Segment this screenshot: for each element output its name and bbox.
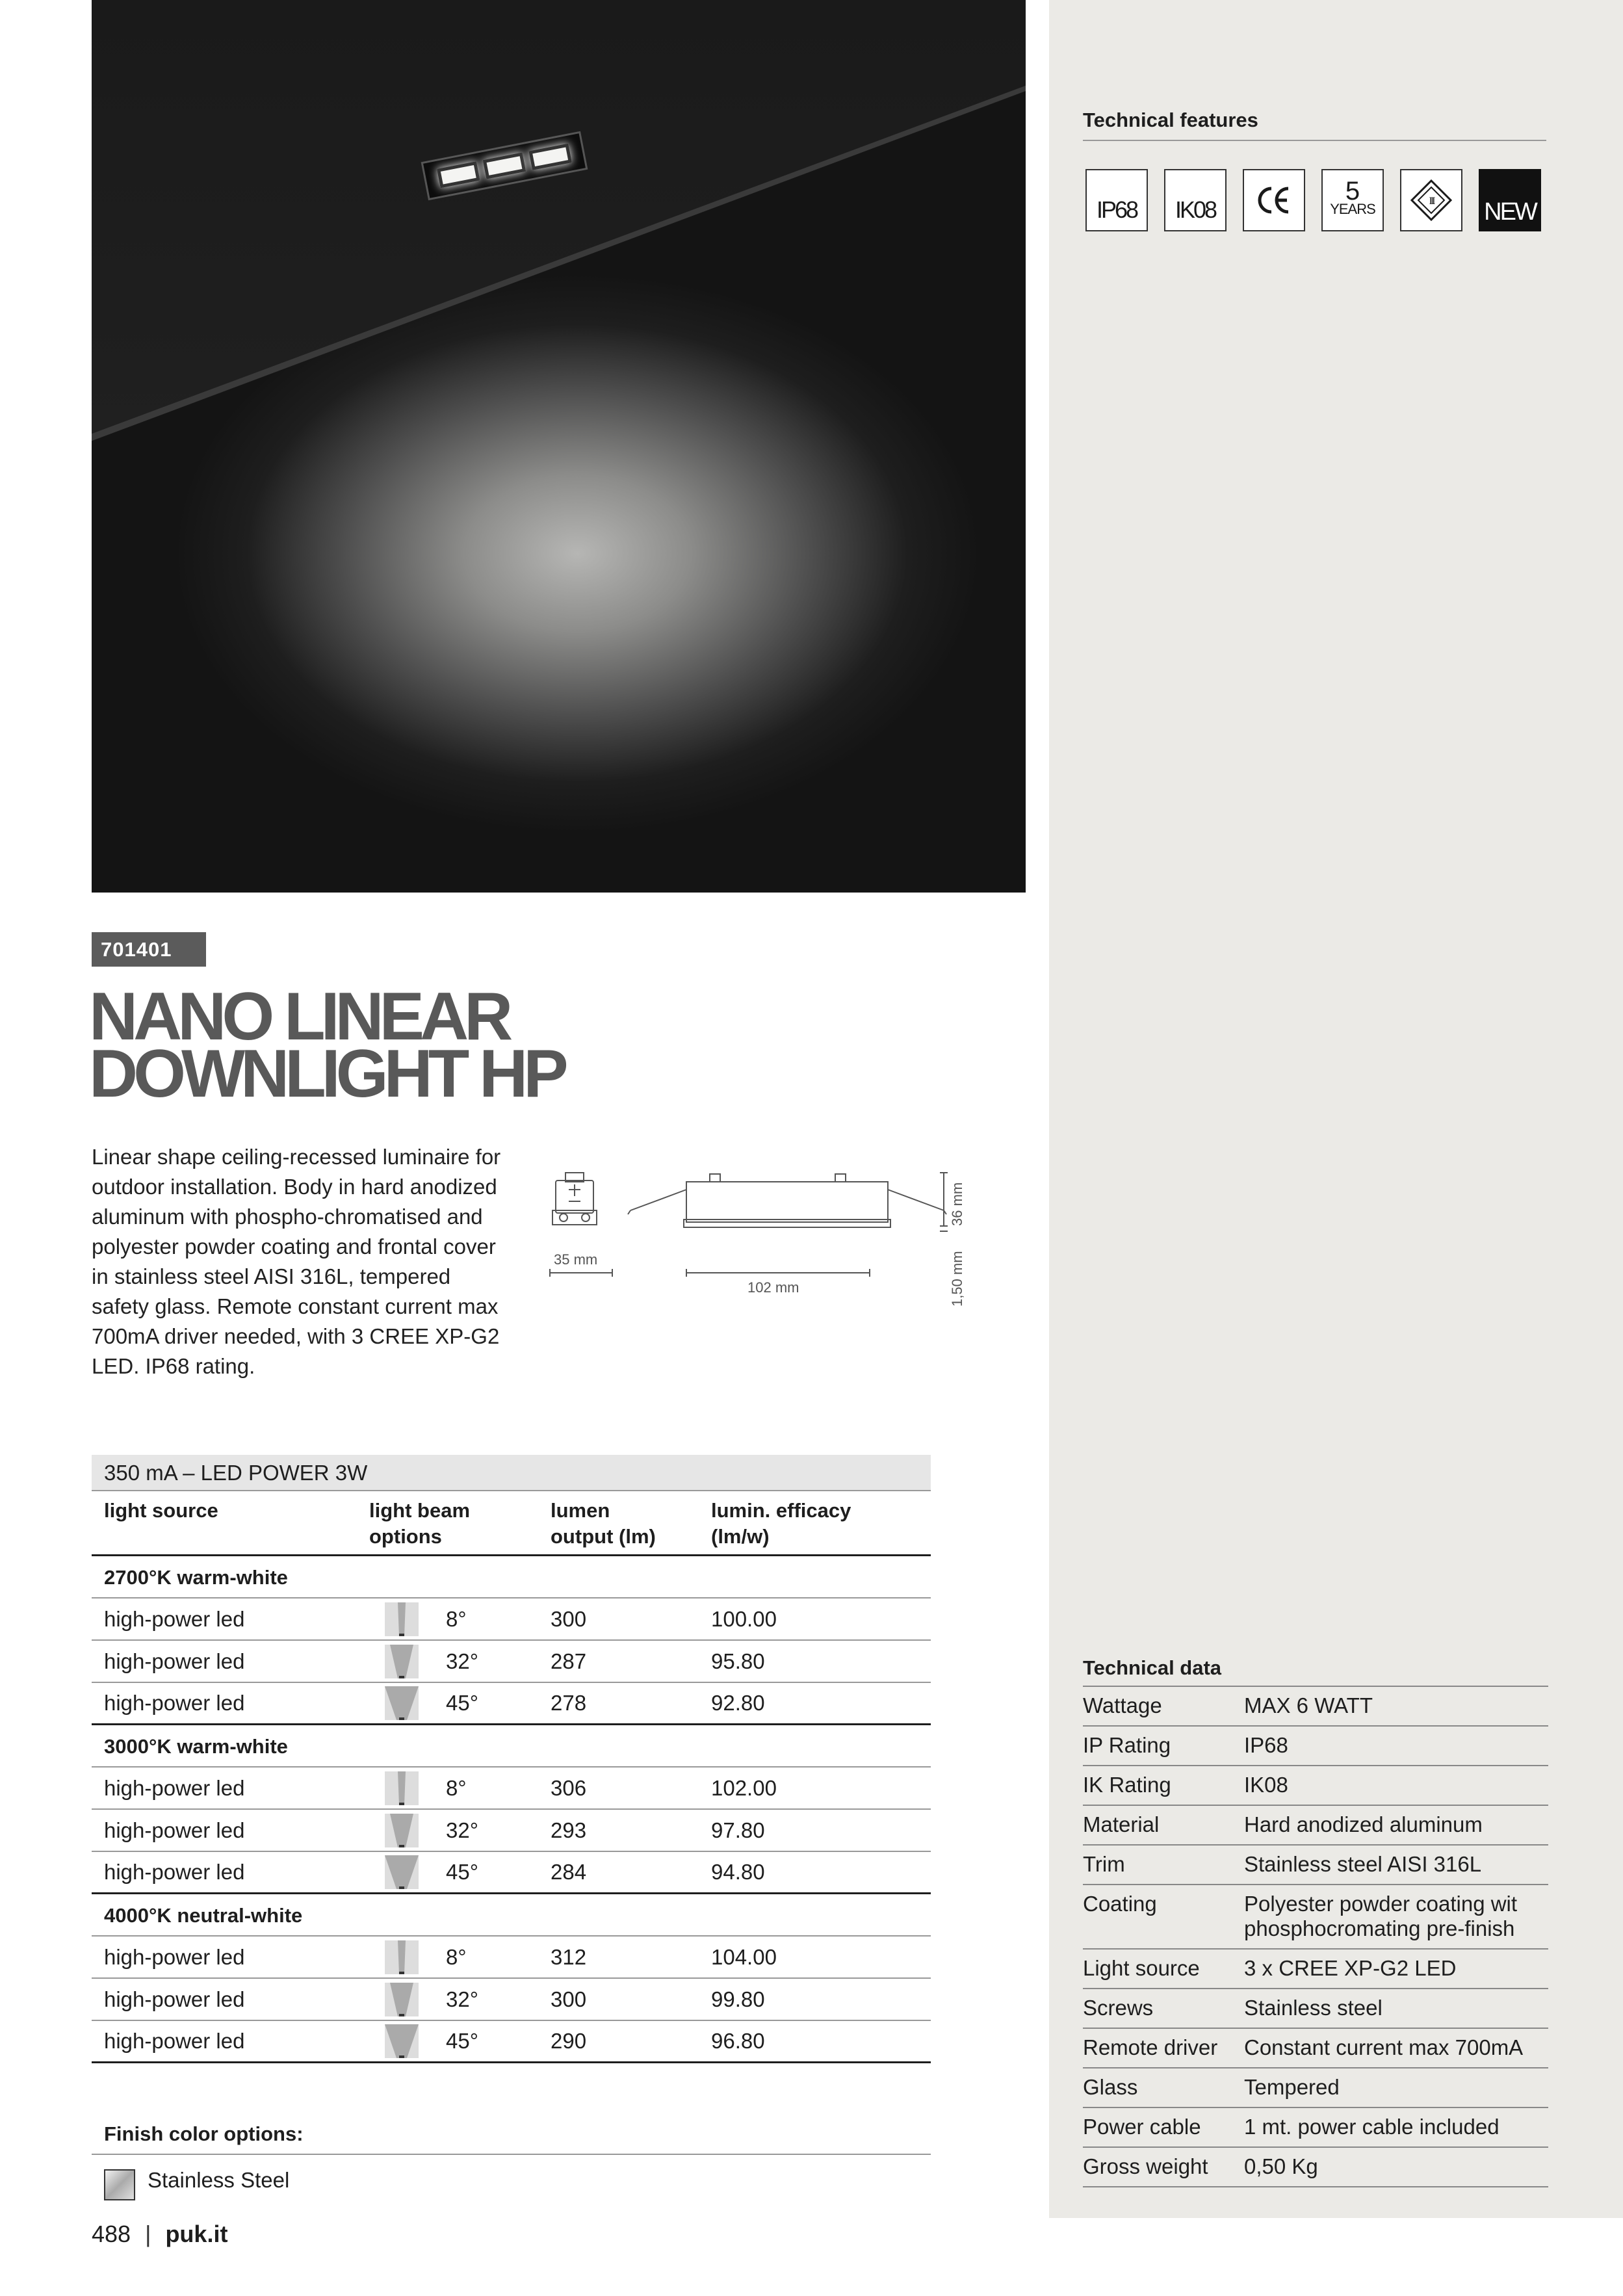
beam-value: 8° xyxy=(446,1944,467,1969)
tech-data-value: IK08 xyxy=(1244,1773,1288,1797)
cell-lumen: 278 xyxy=(551,1691,587,1715)
tech-data-table xyxy=(1083,1686,1548,2187)
warranty-years-number: 5 xyxy=(1345,177,1360,205)
ce-mark-icon xyxy=(1243,169,1305,231)
cell-lumen: 300 xyxy=(551,1987,587,2011)
tech-data-value: Polyester powder coating wit phosphocromating pre-finish xyxy=(1244,1892,1518,1940)
cell-source: high-power led xyxy=(104,1987,245,2011)
cell-efficacy: 97.80 xyxy=(711,1818,765,1842)
table-row xyxy=(92,1852,931,1894)
cell-source: high-power led xyxy=(104,1818,245,1842)
dim-height-label: 36 mm xyxy=(949,1182,965,1226)
tech-data-row xyxy=(1083,2146,1548,2187)
page-number: 488 xyxy=(92,2221,131,2247)
tech-data-key: Coating xyxy=(1083,1892,1157,1916)
beam-value: 32° xyxy=(446,1818,478,1842)
cell-beam xyxy=(369,1684,551,1723)
tech-data-row xyxy=(1083,1948,1548,1988)
cell-beam xyxy=(369,1853,551,1892)
tech-data-row xyxy=(1083,1686,1548,1725)
cell-source: high-power led xyxy=(104,1606,245,1631)
tech-data-value: 3 x CREE XP-G2 LED xyxy=(1244,1956,1457,1980)
beam-medium-icon xyxy=(382,1642,421,1681)
table-header xyxy=(92,1491,931,1556)
cell-lumen: 284 xyxy=(551,1860,587,1884)
tech-data-key: Screws xyxy=(1083,1996,1154,2020)
header-light-beam xyxy=(369,1498,551,1554)
header-lumen-l2: output (lm) xyxy=(551,1525,656,1548)
photo-ceiling xyxy=(92,0,1026,893)
new-badge: NEW xyxy=(1479,169,1541,231)
beam-wide-icon xyxy=(382,1853,421,1892)
beam-medium-icon xyxy=(382,1980,421,2019)
table-row xyxy=(92,1641,931,1683)
header-light-beam-l1: light beam xyxy=(369,1499,471,1522)
cell-efficacy: 104.00 xyxy=(711,1944,777,1969)
cell-lumen: 293 xyxy=(551,1818,587,1842)
cell-efficacy: 96.80 xyxy=(711,2029,765,2053)
cell-efficacy: 102.00 xyxy=(711,1775,777,1800)
tech-features-title: Technical features xyxy=(1083,109,1258,131)
cell-lumen: 312 xyxy=(551,1944,587,1969)
site-link[interactable]: puk.it xyxy=(165,2221,228,2247)
cell-lumen: 287 xyxy=(551,1649,587,1673)
ip68-icon: IP68 xyxy=(1085,169,1148,231)
beam-medium-icon xyxy=(382,1811,421,1850)
beam-value: 8° xyxy=(446,1606,467,1631)
finish-option xyxy=(104,2160,289,2200)
cell-source: high-power led xyxy=(104,1775,245,1800)
table-row xyxy=(92,1768,931,1810)
header-efficacy-l2: (lm/w) xyxy=(711,1525,770,1548)
product-description: Linear shape ceiling-recessed luminaire for outdoor installation. Body in hard anodized aluminum with phospho-chromatised and polyester powder coating and frontal cover in stainless steel AISI 316L, tempered safety glass. Remote constant current max 700mA driver needed, with 3 CREE XP-G2 LED. IP68 rating. xyxy=(92,1145,501,1378)
tech-data-key: IP Rating xyxy=(1083,1733,1171,1757)
cell-efficacy: 100.00 xyxy=(711,1606,777,1631)
tech-data-key: Gross weight xyxy=(1083,2154,1208,2178)
dim-depth-label: 1,50 mm xyxy=(949,1251,965,1307)
product-photo xyxy=(92,0,1026,893)
group-heading: 2700°K warm-white xyxy=(92,1556,931,1598)
tech-data-row xyxy=(1083,1844,1548,1884)
stainless-steel-swatch xyxy=(104,2169,135,2200)
cell-source: high-power led xyxy=(104,1860,245,1884)
tech-data-row xyxy=(1083,2067,1548,2107)
header-efficacy xyxy=(711,1498,931,1554)
tech-data-value: MAX 6 WATT xyxy=(1244,1693,1373,1717)
group-heading: 4000°K neutral-white xyxy=(92,1894,931,1937)
photo-led xyxy=(528,144,572,170)
tech-data-key: IK Rating xyxy=(1083,1773,1171,1797)
beam-value: 32° xyxy=(446,1649,478,1673)
tech-data-value: Stainless steel xyxy=(1244,1996,1383,2020)
table-row xyxy=(92,2021,931,2063)
cell-lumen: 290 xyxy=(551,2029,587,2053)
header-efficacy-l1: lumin. efficacy xyxy=(711,1499,851,1522)
table-row xyxy=(92,1937,931,1979)
class-iii-text: III xyxy=(1429,196,1434,207)
beam-wide-icon xyxy=(382,2022,421,2061)
tech-data-key: Remote driver xyxy=(1083,2035,1218,2059)
dimension-drawing-svg xyxy=(539,1164,981,1313)
tech-data-value: Constant current max 700mA xyxy=(1244,2035,1524,2059)
header-light-source: light source xyxy=(104,1499,218,1522)
class-iii-icon xyxy=(1400,169,1462,231)
warranty-years-label: YEARS xyxy=(1330,201,1375,217)
product-code: 701401 xyxy=(92,932,206,967)
warranty-5-years-icon xyxy=(1321,169,1384,231)
beam-narrow-icon xyxy=(382,1769,421,1808)
photo-led xyxy=(437,161,480,188)
finish-option-label: Stainless Steel xyxy=(148,2168,290,2192)
tech-data-key: Power cable xyxy=(1083,2115,1201,2139)
tech-data-key: Light source xyxy=(1083,1956,1200,1980)
dim-width-label: 35 mm xyxy=(554,1251,598,1268)
table-row xyxy=(92,1979,931,2021)
cell-lumen: 300 xyxy=(551,1606,587,1631)
beam-narrow-icon xyxy=(382,1600,421,1639)
product-title-line2: DOWNLIGHT HP xyxy=(89,1036,564,1112)
header-lumen xyxy=(551,1498,711,1554)
beam-wide-icon xyxy=(382,1684,421,1723)
product-title-line1: NANO LINEAR xyxy=(89,979,509,1054)
cell-source: high-power led xyxy=(104,1649,245,1673)
tech-data-value: 1 mt. power cable included xyxy=(1244,2115,1500,2139)
tech-data-row xyxy=(1083,1884,1548,1948)
cell-efficacy: 94.80 xyxy=(711,1860,765,1884)
tech-data-value: 0,50 Kg xyxy=(1244,2154,1318,2178)
tech-data-value: Tempered xyxy=(1244,2075,1340,2099)
cell-lumen: 306 xyxy=(551,1775,587,1800)
tech-features-badges xyxy=(1085,169,1541,231)
tech-data-row xyxy=(1083,2107,1548,2146)
tech-data-value: Stainless steel AISI 316L xyxy=(1244,1852,1482,1876)
performance-table xyxy=(92,1455,931,2063)
group-heading: 3000°K warm-white xyxy=(92,1725,931,1768)
beam-value: 45° xyxy=(446,1691,478,1715)
cell-efficacy: 92.80 xyxy=(711,1691,765,1715)
table-row xyxy=(92,1810,931,1852)
tech-data-row xyxy=(1083,1765,1548,1805)
cell-beam xyxy=(369,2022,551,2061)
tech-data-key: Trim xyxy=(1083,1852,1125,1876)
table-caption: 350 mA – LED POWER 3W xyxy=(92,1455,931,1491)
cell-efficacy: 95.80 xyxy=(711,1649,765,1673)
beam-narrow-icon xyxy=(382,1938,421,1977)
beam-value: 32° xyxy=(446,1987,478,2011)
tech-data-title: Technical data xyxy=(1083,1656,1222,1679)
dimension-drawings xyxy=(539,1164,981,1313)
ik08-icon: IK08 xyxy=(1164,169,1227,231)
cell-beam xyxy=(369,1769,551,1808)
cell-beam xyxy=(369,1811,551,1850)
table-row xyxy=(92,1683,931,1725)
tech-data-value: Hard anodized aluminum xyxy=(1244,1812,1483,1836)
finish-divider xyxy=(92,2154,931,2155)
header-light-beam-l2: options xyxy=(369,1525,442,1548)
cell-beam xyxy=(369,1642,551,1681)
cell-beam xyxy=(369,1938,551,1977)
tech-data-key: Material xyxy=(1083,1812,1160,1836)
tech-data-row xyxy=(1083,2028,1548,2067)
finish-title: Finish color options: xyxy=(104,2122,304,2145)
cell-efficacy: 99.80 xyxy=(711,1987,765,2011)
tech-data-row xyxy=(1083,1725,1548,1765)
dim-length-label: 102 mm xyxy=(747,1279,799,1296)
tech-data-row xyxy=(1083,1988,1548,2028)
tech-data-value: IP68 xyxy=(1244,1733,1288,1757)
tech-features-divider xyxy=(1083,140,1546,141)
beam-value: 8° xyxy=(446,1775,467,1800)
beam-value: 45° xyxy=(446,2029,478,2053)
tech-data-key: Wattage xyxy=(1083,1693,1162,1717)
cell-source: high-power led xyxy=(104,2029,245,2053)
page-footer xyxy=(92,2221,227,2248)
cell-source: high-power led xyxy=(104,1944,245,1969)
table-row xyxy=(92,1598,931,1641)
header-lumen-l1: lumen xyxy=(551,1499,610,1522)
tech-data-key: Glass xyxy=(1083,2075,1138,2099)
cell-source: high-power led xyxy=(104,1691,245,1715)
tech-data-row xyxy=(1083,1805,1548,1844)
beam-value: 45° xyxy=(446,1860,478,1884)
cell-beam xyxy=(369,1980,551,2019)
cell-beam xyxy=(369,1600,551,1639)
photo-led xyxy=(483,152,526,179)
footer-separator: | xyxy=(145,2221,151,2247)
product-title xyxy=(89,979,564,1112)
